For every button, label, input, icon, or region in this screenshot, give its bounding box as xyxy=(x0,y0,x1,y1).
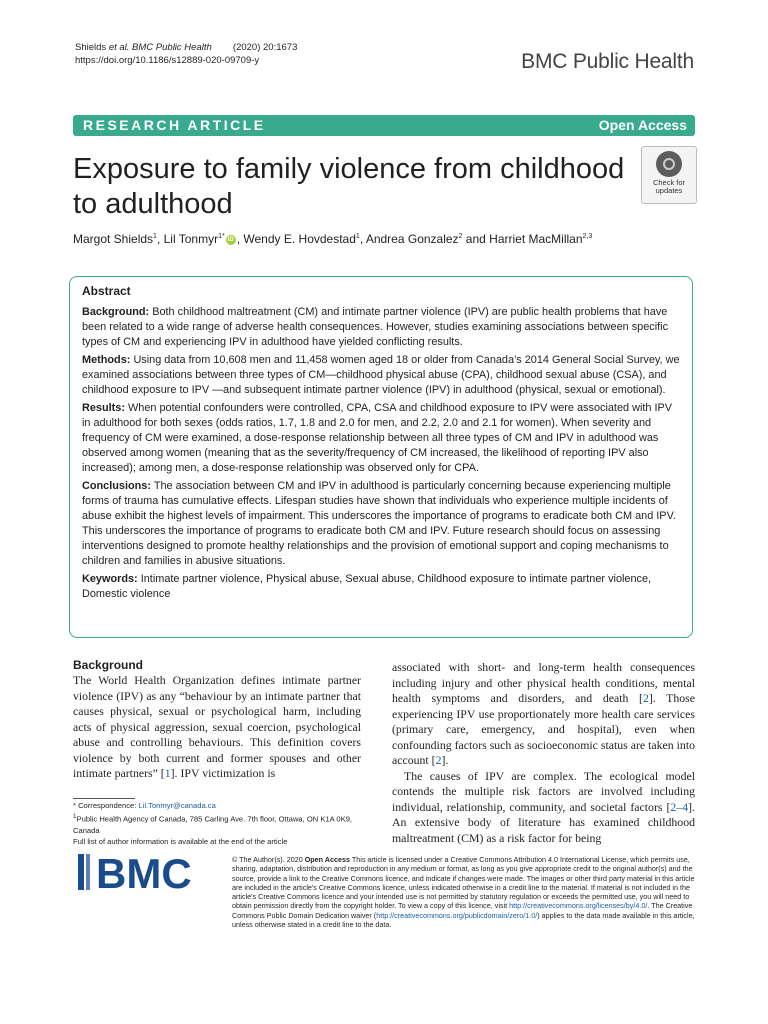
body-text: ]. xyxy=(441,753,449,767)
badge-line-2: updates xyxy=(655,186,683,195)
reference-link[interactable]: 2–4 xyxy=(670,799,689,814)
license-text: © The Author(s). 2020 xyxy=(232,855,305,864)
logo-bar xyxy=(86,854,90,890)
waiver-link[interactable]: http://creativecommons.org/publicdomain/zero/1.0/ xyxy=(376,910,538,920)
author-sup: 1* xyxy=(218,233,225,240)
license-statement xyxy=(232,855,698,929)
logo-bar xyxy=(78,854,84,890)
badge-line-1: Check for xyxy=(652,178,686,187)
citation xyxy=(75,41,297,67)
abstract-results-text: When potential confounders were controlled, CPA, CSA and childhood exposure to IPV were associated with IPV in adulthood for both sexes (odds ratios, 1.7, 1.8 and 2.0 for men, and 2.2, 2.0 and 2.1 for women). When severity and frequency of CM were examined, a dose-response relationship between all three types of CM and IPV in adulthood was observed among women (meaning that as the severity/frequency of CM increased, the likelihood of reporting IPV also increased); among men, a dose-response relationship was observed only for CPA. xyxy=(82,402,673,474)
author-name[interactable]: Wendy E. Hovdestad xyxy=(243,232,356,246)
abstract-box xyxy=(69,276,693,638)
affiliation-sup: 1 xyxy=(73,813,77,820)
journal-name: BMC Public Health xyxy=(521,50,694,73)
full-author-info-note: Full list of author information is available at the end of the article xyxy=(73,836,288,846)
reference-link[interactable]: 2 xyxy=(435,753,442,767)
body-text: ]. IPV victimization is xyxy=(170,766,276,780)
abstract-conclusions xyxy=(82,479,682,569)
abstract-keywords xyxy=(82,572,682,602)
abstract-background-text: Both childhood maltreatment (CM) and intimate partner violence (IPV) are public health problems that have been related to a wide range of adverse health consequences. However, studies examining associations between specific types of CM and experiencing IPV in adulthood have yielded conflicting results. xyxy=(82,306,669,348)
article-title: Exposure to family violence from childhood to adulthood xyxy=(73,153,625,220)
footnote xyxy=(73,800,363,847)
left-column xyxy=(73,658,361,782)
affiliation: Public Health Agency of Canada, 785 Carling Ave. 7th floor, Ottawa, ON K1A 0K9, Canada xyxy=(73,814,353,835)
abstract-results-label: Results: xyxy=(82,402,125,414)
author-name[interactable]: Lil Tonmyr xyxy=(163,232,219,246)
section-heading: Background xyxy=(73,658,144,672)
abstract-background xyxy=(82,305,682,350)
body-text: The World Health Organization defines intimate partner violence (IPV) as any “behaviour by an intimate partner that causes physical, sexual or psychological harm, including acts of physical aggression, sexual coercion, psychological abuse and controlling behaviours. This definition covers violence by both current and former spouses and other intimate partners” [ xyxy=(73,673,361,780)
author-name[interactable]: Harriet MacMillan xyxy=(489,232,583,246)
orcid-icon[interactable]: iD xyxy=(227,236,234,243)
right-column xyxy=(392,660,695,846)
doi-link[interactable]: https://doi.org/10.1186/s12889-020-09709-y xyxy=(75,55,260,66)
author-sup: 1 xyxy=(153,233,157,240)
license-text: . The Creative Commons Public Domain Dedication waiver ( xyxy=(232,901,693,920)
correspondence-email[interactable]: Lil.Tonmyr@canada.ca xyxy=(138,801,216,810)
body-text: ]. Those experiencing IPV use proportionately more health care services (primary care, emergency, and hospital), even when confounding factors such as socioeconomic status are taken into account [ xyxy=(392,691,695,767)
abstract-keywords-text: Intimate partner violence, Physical abuse, Sexual abuse, Childhood exposure to intimate partner violence, Domestic violence xyxy=(82,573,652,600)
citation-etal: et al. BMC Public Health xyxy=(108,42,212,53)
correspondence-label: * Correspondence: xyxy=(73,801,139,810)
logo-text: BMC xyxy=(96,850,192,894)
abstract-background-label: Background: xyxy=(82,306,150,318)
body-text: ]. An extensive body of literature has examined childhood maltreatment (CM) as a risk factor for being xyxy=(392,799,695,845)
author-list: Margot Shields$^1$, Lil Tonmyr$^{1*}$ iD , Wendy E. Hovdestad$^1$, Andrea Gonzalez$^2$ and Harriet MacMillan$^{2,3}$ xyxy=(73,232,593,246)
body-text: The causes of IPV are complex. The ecological model contends the multiple risk factors are involved including individual, relationship, community, and societal factors [ xyxy=(392,768,695,814)
article-type: RESEARCH ARTICLE xyxy=(83,117,266,133)
abstract-results xyxy=(82,401,682,476)
footnote-divider xyxy=(73,798,135,799)
reference-link[interactable]: 2 xyxy=(642,691,649,705)
open-access-label: Open Access xyxy=(598,117,687,133)
abstract-methods xyxy=(82,353,682,398)
body-paragraph xyxy=(392,769,695,847)
license-link[interactable]: http://creativecommons.org/licenses/by/4.0/ xyxy=(509,901,648,911)
author-sup: 2 xyxy=(458,233,463,240)
body-paragraph xyxy=(73,673,361,782)
check-for-updates-badge[interactable] xyxy=(641,146,697,204)
license-open-access: Open Access xyxy=(304,855,350,864)
bmc-logo xyxy=(76,850,216,894)
author-name[interactable]: Andrea Gonzalez xyxy=(365,232,459,246)
check-updates-icon xyxy=(656,151,682,177)
abstract-keywords-label: Keywords: xyxy=(82,573,138,585)
abstract-conclusions-text: The association between CM and IPV in adulthood is particularly concerning because experiencing multiple forms of trauma has cumulative effects. Lifespan studies have shown that individuals who experience multiple incidents of abuse exhibit the highest levels of impairment. This underscores the importance of programs to eradicate both CM and IPV. This underscores the importance of programs to eradicate both CM and IPV. Future research should focus on assessing interventions designed to promote healthy relationships and the provision of emotional support and coping mechanisms to children and families in abusive situations. xyxy=(82,480,676,567)
author-sup: 1 xyxy=(355,233,360,240)
body-text: associated with short- and long-term health consequences including injury and other physical health conditions, mental health symptoms and disorders, and death [ xyxy=(392,660,695,705)
abstract-methods-text: Using data from 10,608 men and 11,458 women aged 18 or older from Canada’s 2014 General Social Survey, we examined associations between three types of CM—childhood physical abuse (CPA), childhood sexual abuse (CSA), and childhood exposure to IPV —and subsequent intimate partner violence (IPV) in adulthood (physical, sexual or emotional). xyxy=(82,354,680,396)
article-type-banner xyxy=(73,115,695,136)
abstract-heading: Abstract xyxy=(82,284,131,298)
author-name[interactable]: Margot Shields xyxy=(73,232,154,246)
abstract-conclusions-label: Conclusions: xyxy=(82,480,151,492)
author-sup: 2,3 xyxy=(582,233,593,240)
citation-year: (2020) 20:1673 xyxy=(232,42,298,53)
license-text: ) applies to the data made available in this article, unless otherwise stated in a credit line to the data. xyxy=(232,910,695,930)
license-text: This article is licensed under a Creative Commons Attribution 4.0 International License, which permits use, sharing, adaptation, distribution and reproduction in any medium or format, as long as you give appropriate credit to the original author(s) and the source, provide a link to the Creative Commons licence, and indicate if changes were made. The images or other third party material in this article are included in the article's Creative Commons licence, unless indicated otherwise in a credit line to the material. If material is not included in the article's Creative Commons licence and your intended use is not permitted by statutory regulation or exceeds the permitted use, you will need to obtain permission directly from the copyright holder. To view a copy of this licence, visit xyxy=(232,855,695,911)
reference-link[interactable]: 1 xyxy=(164,766,171,780)
abstract-methods-label: Methods: xyxy=(82,354,131,366)
citation-authors: Shields xyxy=(75,42,107,53)
body-paragraph xyxy=(392,660,695,769)
